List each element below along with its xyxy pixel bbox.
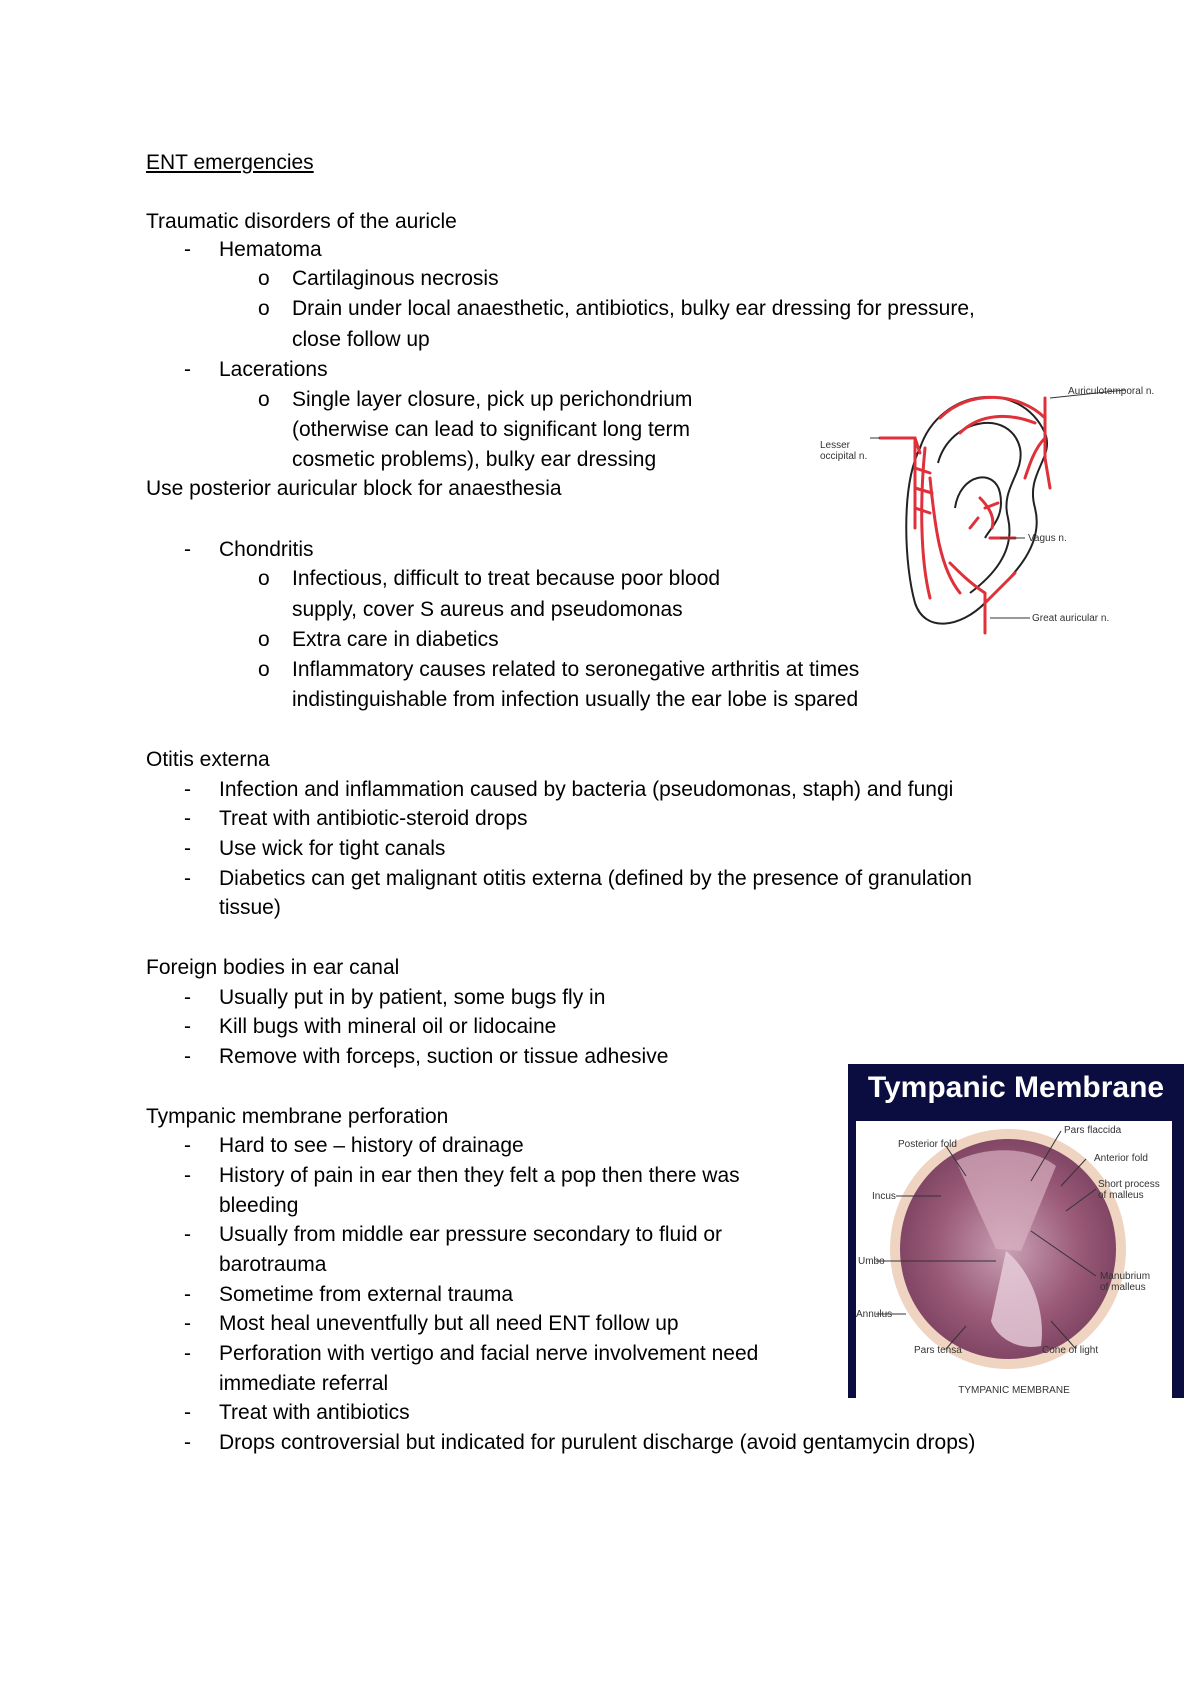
list-item-text: Treat with antibiotics [219,1401,410,1424]
label-anterior-fold: Anterior fold [1094,1153,1148,1164]
dash-marker: - [184,238,191,261]
dash-marker: - [184,1283,191,1306]
dash-marker: - [184,1164,191,1187]
dash-marker: - [184,1134,191,1157]
list-item-text: Chondritis [219,538,314,561]
label-vagus: Vagus n. [1028,533,1067,544]
circle-marker: o [258,628,270,651]
list-item-text: History of pain in ear then they felt a pop then there was [219,1164,740,1187]
figure-caption: TYMPANIC MEMBRANE [958,1385,1070,1396]
section-heading-tympanic: Tympanic membrane perforation [146,1105,449,1128]
list-item-text: immediate referral [219,1372,389,1395]
list-item-text: Sometime from external trauma [219,1283,514,1306]
label-pars-tensa: Pars tensa [914,1345,962,1356]
figure-title: Tympanic Membrane [867,1071,1165,1104]
circle-marker: o [258,388,270,411]
dash-marker: - [184,358,191,381]
sub-list-item-text: Extra care in diabetics [292,628,499,651]
label-auriculotemporal: Auriculotemporal n. [1068,386,1155,397]
list-item-text: Treat with antibiotic-steroid drops [219,807,528,830]
label-umbo: Umbo [858,1256,885,1267]
list-item-text: Most heal uneventfully but all need ENT follow up [219,1312,679,1335]
section-heading-auricle: Traumatic disorders of the auricle [146,210,457,233]
list-item-text: Diabetics can get malignant otitis externa (defined by the presence of granulation [219,867,972,890]
section-heading-otitis: Otitis externa [146,748,270,771]
label-annulus: Annulus [856,1309,893,1320]
dash-marker: - [184,1401,191,1424]
label-incus: Incus [872,1191,896,1202]
list-item-text: Usually from middle ear pressure secondary to fluid or [219,1223,723,1246]
dash-marker: - [184,1015,191,1038]
list-item-text: bleeding [219,1194,299,1217]
sub-list-item-text: indistinguishable from infection usually the ear lobe is spared [292,688,859,711]
dash-marker: - [184,1342,191,1365]
circle-marker: o [258,267,270,290]
dash-marker: - [184,1223,191,1246]
label-pars-flaccida: Pars flaccida [1064,1125,1122,1136]
list-item-text: Usually put in by patient, some bugs fly in [219,986,606,1009]
tympanic-membrane-figure [848,1064,1184,1398]
sub-list-item-text: cosmetic problems), bulky ear dressing [292,448,657,471]
list-item-text: Hematoma [219,238,322,261]
sub-list-item-text: Infectious, difficult to treat because poor blood [292,567,721,590]
sub-list-item-text: Cartilaginous necrosis [292,267,499,290]
dash-marker: - [184,1431,191,1454]
section-heading-foreign-bodies: Foreign bodies in ear canal [146,956,400,979]
list-item-text: Hard to see – history of drainage [219,1134,524,1157]
list-item-text: Use wick for tight canals [219,837,446,860]
label-short-process-2: of malleus [1098,1190,1144,1201]
dash-marker: - [184,867,191,890]
ear-innervation-figure [820,378,1180,640]
label-short-process-1: Short process [1098,1179,1160,1190]
dash-marker: - [184,807,191,830]
sub-list-item-text: Inflammatory causes related to seronegative arthritis at times [292,658,860,681]
list-item-text: Infection and inflammation caused by bacteria (pseudomonas, staph) and fungi [219,778,954,801]
dash-marker: - [184,986,191,1009]
list-item-text: barotrauma [219,1253,327,1276]
sub-list-item-text: Drain under local anaesthetic, antibiotics, bulky ear dressing for pressure, [292,297,975,320]
dash-marker: - [184,538,191,561]
label-cone-of-light: Cone of light [1042,1345,1099,1356]
circle-marker: o [258,297,270,320]
circle-marker: o [258,567,270,590]
dash-marker: - [184,778,191,801]
ear-nerve-diagram [820,378,1180,640]
page-title: ENT emergencies [146,151,314,174]
dash-marker: - [184,837,191,860]
list-item-text: Drops controversial but indicated for purulent discharge (avoid gentamycin drops) [219,1431,976,1454]
dash-marker: - [184,1312,191,1335]
dash-marker: - [184,1045,191,1068]
sub-list-item-text: supply, cover S aureus and pseudomonas [292,598,683,621]
list-item-text: Remove with forceps, suction or tissue adhesive [219,1045,669,1068]
figure-body [856,1121,1172,1398]
list-item-text: Kill bugs with mineral oil or lidocaine [219,1015,557,1038]
sub-list-item-text: Single layer closure, pick up perichondrium [292,388,693,411]
list-item-text: Lacerations [219,358,328,381]
list-item-text: Perforation with vertigo and facial nerve involvement need [219,1342,759,1365]
label-manubrium-1: Manubrium [1100,1271,1151,1282]
label-posterior-fold: Posterior fold [898,1139,957,1150]
sub-list-item-text: (otherwise can lead to significant long term [292,418,691,441]
label-manubrium-2: of malleus [1100,1282,1146,1293]
label-lesser-occipital-2: occipital n. [820,451,868,462]
label-great-auricular: Great auricular n. [1032,613,1110,624]
circle-marker: o [258,658,270,681]
list-item-text: tissue) [219,896,281,919]
sub-list-item-text: close follow up [292,328,430,351]
block-note: Use posterior auricular block for anaesthesia [146,477,562,500]
label-lesser-occipital-1: Lesser [820,440,851,451]
